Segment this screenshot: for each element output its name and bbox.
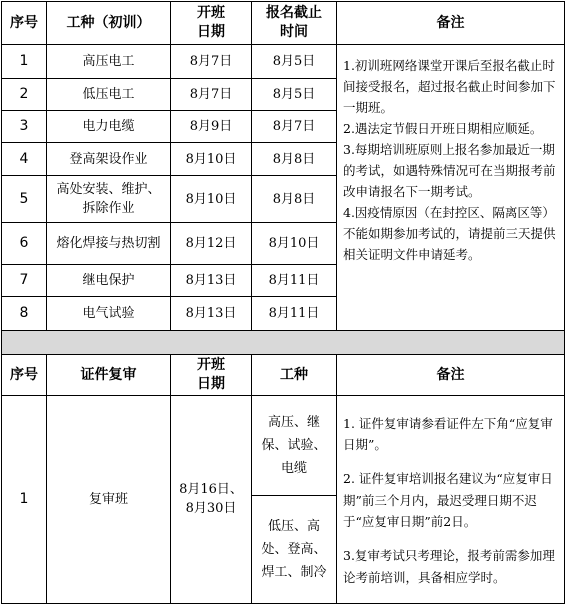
row-seq: 5	[2, 176, 47, 223]
row-seq: 6	[2, 223, 47, 265]
row-start-date: 8月13日	[171, 265, 252, 297]
row-type: 熔化焊接与热切割	[47, 223, 171, 265]
table2-notes	[337, 396, 565, 604]
table1-header-row	[2, 2, 565, 45]
row-type-a: 高压、继保、试验、电缆	[252, 396, 337, 496]
header-review: 证件复审	[47, 355, 171, 396]
note-item: 1. 证件复审请参看证件左下角“应复审日期”。	[343, 415, 553, 452]
note-item: 2. 证件复审培训报名建议为“应复审日期”前三个月内，最迟受理日期不迟于“应复审日期”前2日。	[343, 471, 553, 529]
row-type: 低压电工	[47, 79, 171, 111]
row-start-date: 8月7日	[171, 45, 252, 79]
row-deadline: 8月10日	[252, 223, 337, 265]
row-seq: 2	[2, 79, 47, 111]
note-item: 4.因疫情原因（在封控区、隔离区等）不能如期参加考试的，请提前三天提供相关证明文件申请延考。	[343, 205, 556, 262]
note-item: 1.初训班网络课堂开课后至报名截止时间接受报名，超过报名截止时间参加下一期班。	[343, 58, 556, 115]
row-start-date: 8月12日	[171, 223, 252, 265]
row-type: 电力电缆	[47, 111, 171, 143]
row-seq: 7	[2, 265, 47, 297]
row-deadline: 8月8日	[252, 143, 337, 176]
row-start-date: 8月10日	[171, 176, 252, 223]
row-deadline: 8月11日	[252, 297, 337, 331]
row-type: 继电保护	[47, 265, 171, 297]
row-type: 高压电工	[47, 45, 171, 79]
row-start-date: 8月9日	[171, 111, 252, 143]
row-start-date: 8月16日、 8月30日	[171, 396, 252, 604]
row-start-date: 8月7日	[171, 79, 252, 111]
header-start-date: 开班 日期	[171, 2, 252, 45]
table-row	[2, 45, 565, 79]
row-deadline: 8月5日	[252, 45, 337, 79]
gray-divider	[2, 331, 565, 355]
row-seq: 8	[2, 297, 47, 331]
row-seq: 3	[2, 111, 47, 143]
separator-row	[2, 331, 565, 355]
row-start-date: 8月13日	[171, 297, 252, 331]
row-type: 高处安装、维护、拆除作业	[47, 176, 171, 223]
header-type: 工种	[252, 355, 337, 396]
header-deadline: 报名截止 时间	[252, 2, 337, 45]
note-item: 3.每期培训班原则上报名参加最近一期的考试，如遇特殊情况可在当期报考前改申请报名下一期考试。	[343, 142, 556, 199]
table2-header-row	[2, 355, 565, 396]
header-start-date: 开班 日期	[171, 355, 252, 396]
header-note: 备注	[337, 355, 565, 396]
row-type-b: 低压、高处、登高、焊工、制冷	[252, 495, 337, 603]
row-seq: 1	[2, 396, 47, 604]
schedule-table	[1, 1, 565, 604]
row-type: 电气试验	[47, 297, 171, 331]
row-type: 登高架设作业	[47, 143, 171, 176]
header-seq: 序号	[2, 2, 47, 45]
row-seq: 4	[2, 143, 47, 176]
header-seq: 序号	[2, 355, 47, 396]
note-item: 2.遇法定节假日开班日期相应顺延。	[343, 121, 543, 136]
table1-notes	[337, 45, 565, 331]
header-type: 工种（初训）	[47, 2, 171, 45]
table-row	[2, 396, 565, 496]
row-deadline: 8月8日	[252, 176, 337, 223]
note-item: 3.复审考试只考理论，报考前需参加理论考前培训，具备相应学时。	[343, 548, 555, 585]
row-seq: 1	[2, 45, 47, 79]
row-review: 复审班	[47, 396, 171, 604]
header-note: 备注	[337, 2, 565, 45]
row-deadline: 8月5日	[252, 79, 337, 111]
row-deadline: 8月11日	[252, 265, 337, 297]
row-start-date: 8月10日	[171, 143, 252, 176]
row-deadline: 8月7日	[252, 111, 337, 143]
